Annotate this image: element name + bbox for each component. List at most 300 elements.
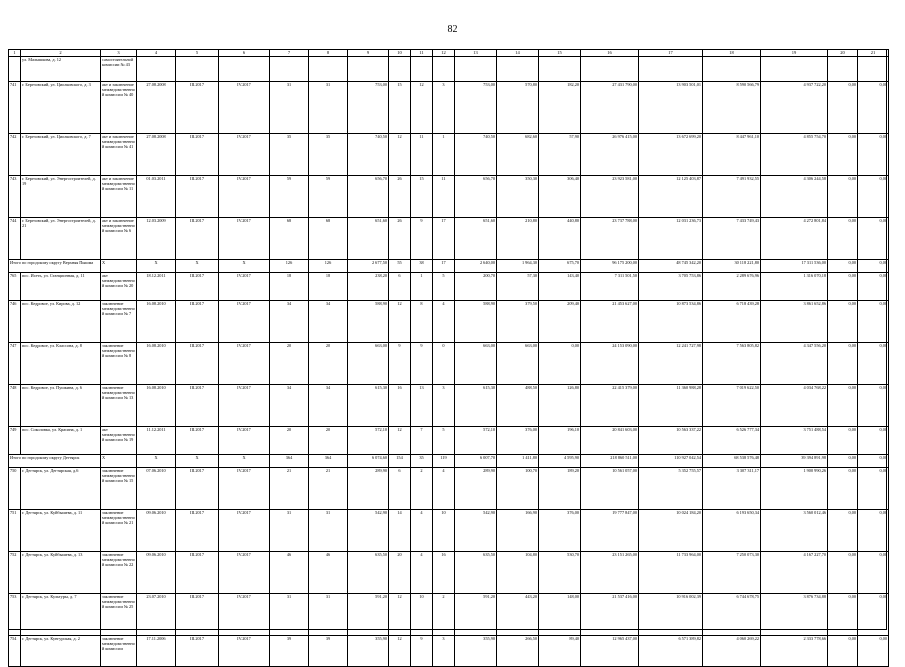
subtotal-label: Итого по городскому округу Верхняя Пышма bbox=[9, 260, 101, 273]
table-cell-col-8: 39 bbox=[309, 636, 348, 667]
table-cell-col-4: 11.12.2011 bbox=[137, 427, 176, 455]
table-cell-col-15 bbox=[539, 57, 581, 82]
table-cell-col-4: 23.07.2010 bbox=[137, 594, 176, 636]
table-cell-col-2: г. Дегтярск, ул. Кунгурская, д. 2 bbox=[21, 636, 101, 667]
table-row bbox=[9, 82, 889, 134]
table-cell-col-12: 2 bbox=[433, 594, 455, 636]
table-cell-col-2: пос. Кедровое, ул. Кирова, д. 12 bbox=[21, 301, 101, 343]
table-cell-col-18 bbox=[703, 57, 761, 82]
register-body bbox=[9, 50, 889, 667]
table-cell-col-17: 10 916 002,39 bbox=[639, 594, 703, 636]
table-cell-col-18: 7 433 749,43 bbox=[703, 218, 761, 260]
table-cell-col-5: III.2017 bbox=[176, 594, 219, 636]
table-cell-col-10 bbox=[389, 57, 411, 82]
table-cell-col-8: 68 bbox=[309, 218, 348, 260]
table-cell-col-19: 1 316 070,18 bbox=[761, 273, 828, 301]
table-cell-col-21: 0,00 bbox=[858, 343, 889, 385]
table-cell-col-19: 4 034 768,22 bbox=[761, 385, 828, 427]
table-cell-col-14: 488,50 bbox=[497, 385, 539, 427]
register-sheet bbox=[8, 49, 886, 667]
table-cell-col-1: 741 bbox=[9, 82, 21, 134]
table-cell-col-6: IV.2017 bbox=[219, 594, 270, 636]
table-cell-col-10: 12 bbox=[389, 134, 411, 176]
table-cell-col-19: 4 855 754,70 bbox=[761, 134, 828, 176]
table-cell-col-7: 34 bbox=[270, 301, 309, 343]
table-cell-col-4: 12.03.2009 bbox=[137, 218, 176, 260]
table-cell-col-10: 12 bbox=[389, 594, 411, 636]
table-cell-col-1: 746 bbox=[9, 301, 21, 343]
table-cell-col-12: 5 bbox=[433, 273, 455, 301]
table-cell-col-8: 31 bbox=[309, 82, 348, 134]
table-cell-col-9: 740,50 bbox=[348, 134, 389, 176]
register-table bbox=[8, 49, 889, 667]
table-cell-col-7: 21 bbox=[270, 468, 309, 510]
table-cell-col-11 bbox=[411, 57, 433, 82]
table-cell-col-21: 0,00 bbox=[858, 82, 889, 134]
table-cell-col-8: 31 bbox=[309, 510, 348, 552]
table-cell-col-9: 663,00 bbox=[348, 343, 389, 385]
column-number-cell: 18 bbox=[703, 50, 761, 57]
table-cell-col-18: 7 250 073,30 bbox=[703, 552, 761, 594]
table-cell-col-21: 0,00 bbox=[858, 427, 889, 455]
table-cell-col-5: III.2017 bbox=[176, 510, 219, 552]
table-cell-col-3: заключение межведомственной комиссии № 7 bbox=[101, 301, 137, 343]
table-cell-col-21: 0,00 bbox=[858, 636, 889, 667]
table-cell-col-19: 4 272 801,84 bbox=[761, 218, 828, 260]
table-cell-col-4: 17.11.2006 bbox=[137, 636, 176, 667]
table-cell-col-21: 0,00 bbox=[858, 552, 889, 594]
table-cell-col-4 bbox=[137, 57, 176, 82]
table-cell-col-5: X bbox=[176, 455, 219, 468]
table-cell-col-16: 23 737 788,00 bbox=[581, 218, 639, 260]
column-number-cell: 11 bbox=[411, 50, 433, 57]
table-cell-col-12: 3 bbox=[433, 636, 455, 667]
table-cell-col-4: 16.08.2010 bbox=[137, 343, 176, 385]
table-row bbox=[9, 427, 889, 455]
table-cell-col-3: акт и заключение межведомственной комиссии № 6 bbox=[101, 218, 137, 260]
table-cell-col-13: 753,00 bbox=[455, 82, 497, 134]
table-cell-col-17: 12 125 403,87 bbox=[639, 176, 703, 218]
table-cell-col-10: 55 bbox=[389, 260, 411, 273]
table-cell-col-3: акт межведомственной комиссии № 20 bbox=[101, 273, 137, 301]
table-cell-col-4: 09.06.2010 bbox=[137, 510, 176, 552]
table-cell-col-20: 0,00 bbox=[828, 385, 858, 427]
table-cell-col-1: 754 bbox=[9, 636, 21, 667]
table-cell-col-5: III.2017 bbox=[176, 301, 219, 343]
column-number-cell: 5 bbox=[176, 50, 219, 57]
table-cell-col-5: X bbox=[176, 260, 219, 273]
table-row bbox=[9, 273, 889, 301]
table-cell-col-20: 0,00 bbox=[828, 218, 858, 260]
table-cell-col-8: 126 bbox=[309, 260, 348, 273]
table-cell-col-9: 588,90 bbox=[348, 301, 389, 343]
table-cell-col-10: 6 bbox=[389, 273, 411, 301]
table-cell-col-10: 6 bbox=[389, 468, 411, 510]
table-cell-col-13: 588,90 bbox=[455, 301, 497, 343]
column-number-row bbox=[9, 50, 889, 57]
table-cell-col-3: заключение межведомственной комиссии № 22 bbox=[101, 552, 137, 594]
table-cell-col-4: 07.06.2010 bbox=[137, 468, 176, 510]
table-cell-col-9 bbox=[348, 57, 389, 82]
table-cell-col-13: 740,50 bbox=[455, 134, 497, 176]
table-cell-col-18: 6 193 650,34 bbox=[703, 510, 761, 552]
column-number-cell: 13 bbox=[455, 50, 497, 57]
table-cell-col-8: 59 bbox=[309, 176, 348, 218]
table-cell-col-15: 675,70 bbox=[539, 260, 581, 273]
table-cell-col-15: 89,40 bbox=[539, 636, 581, 667]
table-cell-col-1: 753 bbox=[9, 594, 21, 636]
table-cell-col-19: 3 861 652,86 bbox=[761, 301, 828, 343]
table-cell-col-11: 7 bbox=[411, 427, 433, 455]
column-number-cell: 10 bbox=[389, 50, 411, 57]
table-cell-col-3: заключение межведомственной комиссии № 15 bbox=[101, 468, 137, 510]
table-cell-col-11: 11 bbox=[411, 134, 433, 176]
table-cell-col-11: 1 bbox=[411, 273, 433, 301]
table-cell-col-7: 34 bbox=[270, 385, 309, 427]
table-cell-col-12: 17 bbox=[433, 218, 455, 260]
table-cell-col-11: 9 bbox=[411, 636, 433, 667]
table-cell-col-6: IV.2017 bbox=[219, 343, 270, 385]
table-cell-col-12: 4 bbox=[433, 468, 455, 510]
table-cell-col-9: 591,20 bbox=[348, 594, 389, 636]
table-cell-col-1: 751 bbox=[9, 510, 21, 552]
table-cell-col-7: 35 bbox=[270, 134, 309, 176]
table-cell-col-19: 2 333 778,66 bbox=[761, 636, 828, 667]
table-cell-col-15: 4 595,90 bbox=[539, 455, 581, 468]
column-number-cell: 1 bbox=[9, 50, 21, 57]
table-cell-col-12: 1 bbox=[433, 134, 455, 176]
table-cell-col-2: г. Дегтярск, ул. Куйбышева, д. 13 bbox=[21, 552, 101, 594]
table-cell-col-2: пос. Кедровое, ул. Пушкина, д. 6 bbox=[21, 385, 101, 427]
table-cell-col-15: 306,40 bbox=[539, 176, 581, 218]
table-cell-col-16: 19 777 847,00 bbox=[581, 510, 639, 552]
table-cell-col-10: 20 bbox=[389, 552, 411, 594]
table-cell-col-14: 1 411,80 bbox=[497, 455, 539, 468]
table-cell-col-8: 46 bbox=[309, 552, 348, 594]
table-row bbox=[9, 468, 889, 510]
table-cell-col-11: 12 bbox=[411, 82, 433, 134]
table-cell-col-8: 20 bbox=[309, 427, 348, 455]
table-cell-col-20: 0,00 bbox=[828, 176, 858, 218]
column-number-cell: 8 bbox=[309, 50, 348, 57]
table-row bbox=[9, 176, 889, 218]
table-cell-col-8: 21 bbox=[309, 468, 348, 510]
table-cell-col-12: 16 bbox=[433, 552, 455, 594]
table-cell-col-18: 6 744 678,75 bbox=[703, 594, 761, 636]
table-cell-col-13: 663,00 bbox=[455, 343, 497, 385]
table-cell-col-18: 30 118 221,80 bbox=[703, 260, 761, 273]
table-cell-col-16 bbox=[581, 57, 639, 82]
table-cell-col-6: X bbox=[219, 455, 270, 468]
table-cell-col-11: 2 bbox=[411, 468, 433, 510]
table-cell-col-19: 39 394 891,98 bbox=[761, 455, 828, 468]
table-cell-col-8: 20 bbox=[309, 343, 348, 385]
table-cell-col-7: 31 bbox=[270, 594, 309, 636]
table-cell-col-7: 18 bbox=[270, 273, 309, 301]
table-cell-col-16: 96 175 200,00 bbox=[581, 260, 639, 273]
table-cell-col-10: 12 bbox=[389, 427, 411, 455]
table-cell-col-15: 189,20 bbox=[539, 468, 581, 510]
table-cell-col-2: г. Дегтярск, ул. Дегтярская, д.6 bbox=[21, 468, 101, 510]
table-cell-col-6 bbox=[219, 57, 270, 82]
table-cell-col-12: 4 bbox=[433, 301, 455, 343]
table-cell-col-20: 0,00 bbox=[828, 510, 858, 552]
table-cell-col-9: 572,10 bbox=[348, 427, 389, 455]
table-cell-col-13: 651,60 bbox=[455, 218, 497, 260]
table-cell-col-5: III.2017 bbox=[176, 468, 219, 510]
table-cell-col-5: III.2017 bbox=[176, 273, 219, 301]
table-cell-col-2: г. Дегтярск, ул. Куйбышева, д. 11 bbox=[21, 510, 101, 552]
table-cell-col-10: 26 bbox=[389, 176, 411, 218]
subtotal-row bbox=[9, 455, 889, 468]
table-cell-col-11: 35 bbox=[411, 455, 433, 468]
table-cell-col-12: 3 bbox=[433, 82, 455, 134]
table-cell-col-4: 16.08.2010 bbox=[137, 301, 176, 343]
column-number-cell: 9 bbox=[348, 50, 389, 57]
table-cell-col-21: 0,00 bbox=[858, 468, 889, 510]
table-cell-col-11: 10 bbox=[411, 594, 433, 636]
table-cell-col-12: 10 bbox=[433, 510, 455, 552]
table-cell-col-7: 364 bbox=[270, 455, 309, 468]
table-cell-col-20: 0,00 bbox=[828, 82, 858, 134]
table-cell-col-9: 289,90 bbox=[348, 468, 389, 510]
table-cell-col-15: 57,90 bbox=[539, 134, 581, 176]
table-cell-col-11: 9 bbox=[411, 218, 433, 260]
table-cell-col-18: 8 447 961,10 bbox=[703, 134, 761, 176]
table-cell-col-7: 126 bbox=[270, 260, 309, 273]
table-cell-col-19: 4 937 722,20 bbox=[761, 82, 828, 134]
table-cell-col-1: 765 bbox=[9, 273, 21, 301]
table-cell-col-1: 748 bbox=[9, 385, 21, 427]
table-cell-col-7: 20 bbox=[270, 343, 309, 385]
table-cell-col-19: 3 560 012,46 bbox=[761, 510, 828, 552]
table-cell-col-3: акт и заключение межведомственной комиссии № 41 bbox=[101, 134, 137, 176]
table-cell-col-4: X bbox=[137, 455, 176, 468]
table-cell-col-12: 5 bbox=[433, 427, 455, 455]
table-cell-col-20: 0,00 bbox=[828, 455, 858, 468]
table-cell-col-14: 350,30 bbox=[497, 176, 539, 218]
table-cell-col-5: III.2017 bbox=[176, 218, 219, 260]
table-cell-col-15: 126,80 bbox=[539, 385, 581, 427]
table-cell-col-2: пос. Исеть, ул. Станционная, д. 11 bbox=[21, 273, 101, 301]
table-cell-col-1: 752 bbox=[9, 552, 21, 594]
table-cell-col-17: 48 745 342,20 bbox=[639, 260, 703, 273]
table-cell-col-4: 18.12.2011 bbox=[137, 273, 176, 301]
table-row bbox=[9, 385, 889, 427]
table-cell-col-5: III.2017 bbox=[176, 82, 219, 134]
table-cell-col-20: 0,00 bbox=[828, 427, 858, 455]
table-cell-col-11: 8 bbox=[411, 301, 433, 343]
table-cell-col-20: 0,00 bbox=[828, 134, 858, 176]
table-cell-col-13: 656,70 bbox=[455, 176, 497, 218]
table-cell-col-21: 0,00 bbox=[858, 260, 889, 273]
table-cell-col-14: 443,20 bbox=[497, 594, 539, 636]
column-number-cell: 15 bbox=[539, 50, 581, 57]
table-row bbox=[9, 218, 889, 260]
table-cell-col-4: 01.03.2011 bbox=[137, 176, 176, 218]
table-cell-col-10: 12 bbox=[389, 636, 411, 667]
column-number-cell: 6 bbox=[219, 50, 270, 57]
table-row bbox=[9, 134, 889, 176]
table-cell-col-1 bbox=[9, 57, 21, 82]
column-number-cell: 7 bbox=[270, 50, 309, 57]
table-cell-col-14: 57,30 bbox=[497, 273, 539, 301]
table-cell-col-14: 379,50 bbox=[497, 301, 539, 343]
table-cell-col-16: 22 415 379,00 bbox=[581, 385, 639, 427]
table-cell-col-7: 39 bbox=[270, 636, 309, 667]
subtotal-label: Итого по городскому округу Дегтярск bbox=[9, 455, 101, 468]
table-cell-col-17: 3 705 753,86 bbox=[639, 273, 703, 301]
column-number-cell: 14 bbox=[497, 50, 539, 57]
table-cell-col-16: 21 453 627,00 bbox=[581, 301, 639, 343]
table-cell-col-8: 31 bbox=[309, 594, 348, 636]
column-number-cell: 12 bbox=[433, 50, 455, 57]
table-row bbox=[9, 636, 889, 667]
table-cell-col-18: 6 526 777,34 bbox=[703, 427, 761, 455]
table-cell-col-9: 651,60 bbox=[348, 218, 389, 260]
table-cell-col-3: заключение межведомственной комиссии № 25 bbox=[101, 594, 137, 636]
table-cell-col-21: 0,00 bbox=[858, 455, 889, 468]
table-cell-col-13: 572,10 bbox=[455, 427, 497, 455]
table-cell-col-5: III.2017 bbox=[176, 343, 219, 385]
table-cell-col-7: 59 bbox=[270, 176, 309, 218]
table-cell-col-6: IV.2017 bbox=[219, 552, 270, 594]
table-cell-col-10: 154 bbox=[389, 455, 411, 468]
table-cell-col-9: 6 074,60 bbox=[348, 455, 389, 468]
table-cell-col-16: 7 311 501,50 bbox=[581, 273, 639, 301]
table-cell-col-18: 3 307 311,17 bbox=[703, 468, 761, 510]
table-cell-col-16: 218 860 511,00 bbox=[581, 455, 639, 468]
table-cell-col-9: 753,00 bbox=[348, 82, 389, 134]
table-cell-col-21 bbox=[858, 57, 889, 82]
table-cell-col-4: 27.08.2008 bbox=[137, 82, 176, 134]
table-cell-col-17: 10 563 337,22 bbox=[639, 427, 703, 455]
table-cell-col-19: 4 167 227,70 bbox=[761, 552, 828, 594]
table-cell-col-14: 570,80 bbox=[497, 82, 539, 134]
table-row bbox=[9, 510, 889, 552]
table-cell-col-5: III.2017 bbox=[176, 552, 219, 594]
table-cell-col-17: 6 571 389,82 bbox=[639, 636, 703, 667]
table-cell-col-20: 0,00 bbox=[828, 260, 858, 273]
table-cell-col-2: ул. Малышкова, д. 12 bbox=[21, 57, 101, 82]
table-cell-col-12: 3 bbox=[433, 385, 455, 427]
column-number-cell: 16 bbox=[581, 50, 639, 57]
table-cell-col-21: 0,00 bbox=[858, 510, 889, 552]
table-cell-col-15: 182,20 bbox=[539, 82, 581, 134]
table-cell-col-13: 355,90 bbox=[455, 636, 497, 667]
table-cell-col-11: 4 bbox=[411, 510, 433, 552]
table-cell-col-13: 6 007,70 bbox=[455, 455, 497, 468]
table-cell-col-6: IV.2017 bbox=[219, 636, 270, 667]
table-cell-col-11: 38 bbox=[411, 260, 433, 273]
table-cell-col-12: 17 bbox=[433, 260, 455, 273]
column-number-cell: 4 bbox=[137, 50, 176, 57]
table-cell-col-12: 0 bbox=[433, 343, 455, 385]
table-cell-col-15: 196,10 bbox=[539, 427, 581, 455]
table-cell-col-10: 9 bbox=[389, 343, 411, 385]
table-cell-col-19: 1 900 990,26 bbox=[761, 468, 828, 510]
table-cell-col-16: 26 976 415,00 bbox=[581, 134, 639, 176]
table-cell-col-3: заключение межведомственной комиссии № 8 bbox=[101, 343, 137, 385]
column-number-cell: 17 bbox=[639, 50, 703, 57]
table-cell-col-4: 16.08.2010 bbox=[137, 385, 176, 427]
table-cell-col-14: 210,80 bbox=[497, 218, 539, 260]
table-cell-col-5: III.2017 bbox=[176, 427, 219, 455]
table-cell-col-12: 119 bbox=[433, 455, 455, 468]
table-cell-col-15: 0,00 bbox=[539, 343, 581, 385]
table-cell-col-7: 68 bbox=[270, 218, 309, 260]
table-cell-col-17: 11 360 988,28 bbox=[639, 385, 703, 427]
table-cell-col-18: 7 019 622,50 bbox=[703, 385, 761, 427]
column-number-cell: 21 bbox=[858, 50, 889, 57]
table-cell-col-14: 682,60 bbox=[497, 134, 539, 176]
table-cell-col-7: 31 bbox=[270, 510, 309, 552]
table-cell-col-14: 100,70 bbox=[497, 468, 539, 510]
table-cell-col-6: IV.2017 bbox=[219, 176, 270, 218]
table-cell-col-20: 0,00 bbox=[828, 343, 858, 385]
table-cell-col-19: 4 306 244,58 bbox=[761, 176, 828, 218]
table-cell-col-2: г. Березовский, ул. Циолковского, д. 7 bbox=[21, 134, 101, 176]
table-cell-col-1: 742 bbox=[9, 134, 21, 176]
table-cell-col-19: 3 751 488,54 bbox=[761, 427, 828, 455]
table-cell-col-3: X bbox=[101, 455, 137, 468]
table-cell-col-19: 3 876 734,88 bbox=[761, 594, 828, 636]
table-cell-col-17 bbox=[639, 57, 703, 82]
table-cell-col-7: 31 bbox=[270, 82, 309, 134]
table-cell-col-17: 10 024 184,20 bbox=[639, 510, 703, 552]
column-number-cell: 20 bbox=[828, 50, 858, 57]
table-cell-col-13: 542,90 bbox=[455, 510, 497, 552]
table-cell-col-20: 0,00 bbox=[828, 552, 858, 594]
table-cell-col-21: 0,00 bbox=[858, 301, 889, 343]
table-cell-col-20 bbox=[828, 57, 858, 82]
table-cell-col-5: III.2017 bbox=[176, 385, 219, 427]
table-cell-col-6: IV.2017 bbox=[219, 301, 270, 343]
table-cell-col-14: 166,90 bbox=[497, 510, 539, 552]
table-cell-col-13: 289,90 bbox=[455, 468, 497, 510]
table-cell-col-6: IV.2017 bbox=[219, 385, 270, 427]
table-cell-col-13: 635,50 bbox=[455, 552, 497, 594]
table-cell-col-6: IV.2017 bbox=[219, 427, 270, 455]
table-cell-col-21: 0,00 bbox=[858, 273, 889, 301]
table-cell-col-7: 20 bbox=[270, 427, 309, 455]
table-cell-col-20: 0,00 bbox=[828, 301, 858, 343]
table-cell-col-19 bbox=[761, 57, 828, 82]
table-cell-col-3: заключение межведомственной комиссии bbox=[101, 636, 137, 667]
table-cell-col-1: 743 bbox=[9, 176, 21, 218]
table-cell-col-16: 20 841 603,00 bbox=[581, 427, 639, 455]
table-cell-col-5: III.2017 bbox=[176, 176, 219, 218]
table-row bbox=[9, 594, 889, 636]
table-cell-col-17: 13 903 501,01 bbox=[639, 82, 703, 134]
table-cell-col-9: 542,90 bbox=[348, 510, 389, 552]
table-cell-col-12 bbox=[433, 57, 455, 82]
table-cell-col-7: 46 bbox=[270, 552, 309, 594]
table-cell-col-3: акт межведомственной комиссии № 19 bbox=[101, 427, 137, 455]
table-cell-col-13 bbox=[455, 57, 497, 82]
table-cell-col-15: 440,80 bbox=[539, 218, 581, 260]
table-cell-col-18: 8 590 566,79 bbox=[703, 82, 761, 134]
table-cell-col-11: 9 bbox=[411, 343, 433, 385]
table-cell-col-15: 148,00 bbox=[539, 594, 581, 636]
table-cell-col-13: 615,30 bbox=[455, 385, 497, 427]
table-cell-col-14: 266,50 bbox=[497, 636, 539, 667]
table-cell-col-18: 4 060 269,22 bbox=[703, 636, 761, 667]
table-cell-col-20: 0,00 bbox=[828, 636, 858, 667]
table-cell-col-14: 663,00 bbox=[497, 343, 539, 385]
table-cell-col-17: 11 733 964,00 bbox=[639, 552, 703, 594]
table-cell-col-2: г. Березовский, ул. Циолковского, д. 3 bbox=[21, 82, 101, 134]
